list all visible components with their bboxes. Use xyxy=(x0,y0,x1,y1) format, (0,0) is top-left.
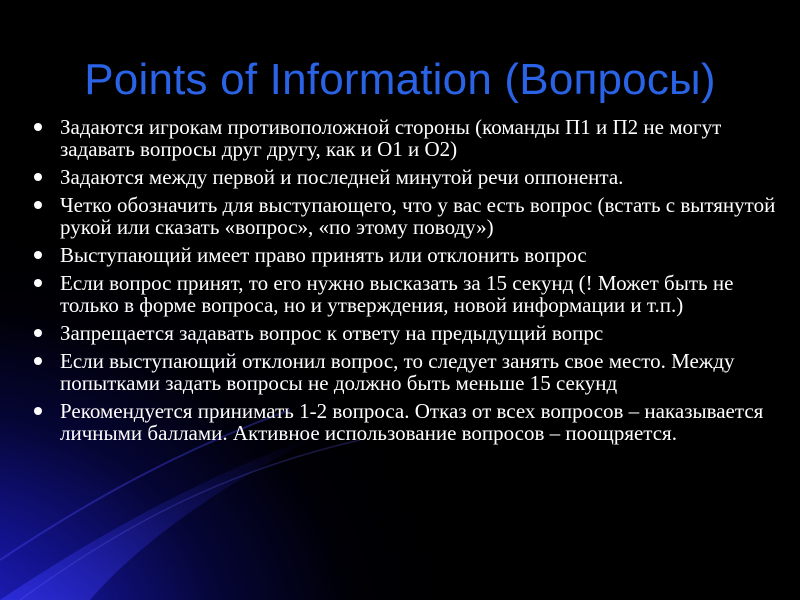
bullet-dot-icon xyxy=(34,201,42,209)
bullet-dot-icon xyxy=(34,407,42,415)
bullet-list xyxy=(32,116,782,450)
bullet-dot-icon xyxy=(34,251,42,259)
bullet-text: Задаются игрокам противоположной стороны (команды П1 и П2 не могут задавать вопросы друг другу, как и О1 и О2) xyxy=(60,115,722,161)
list-item xyxy=(32,166,782,188)
bullet-text: Задаются между первой и последней минутой речи оппонента. xyxy=(60,165,624,189)
bullet-text: Выступающий имеет право принять или отклонить вопрос xyxy=(60,243,587,267)
list-item xyxy=(32,244,782,266)
list-item xyxy=(32,322,782,344)
list-item xyxy=(32,272,782,316)
bullet-text: Четко обозначить для выступающего, что у вас есть вопрос (встать с вытянутой рукой или сказать «вопрос», «по этому поводу») xyxy=(60,193,776,239)
list-item xyxy=(32,116,782,160)
list-item xyxy=(32,400,782,444)
bullet-text: Рекомендуется принимать 1-2 вопроса. Отказ от всех вопросов – наказывается личными баллами. Активное использование вопросов – поощряется. xyxy=(60,399,764,445)
bullet-text: Если вопрос принят, то его нужно высказать за 15 секунд (! Может быть не только в форме вопроса, но и утверждения, новой информации и т.п.) xyxy=(60,271,734,317)
list-item xyxy=(32,350,782,394)
bullet-dot-icon xyxy=(34,173,42,181)
slide-title: Points of Information (Вопросы) xyxy=(84,55,716,104)
bullet-text: Запрещается задавать вопрос к ответу на предыдущий вопрс xyxy=(60,321,604,345)
list-item xyxy=(32,194,782,238)
bullet-dot-icon xyxy=(34,123,42,131)
bullet-text: Если выступающий отклонил вопрос, то следует занять свое место. Между попытками задать вопросы не должно быть меньше 15 секунд xyxy=(60,349,735,395)
bullet-dot-icon xyxy=(34,357,42,365)
bullet-dot-icon xyxy=(34,279,42,287)
bullet-dot-icon xyxy=(34,329,42,337)
